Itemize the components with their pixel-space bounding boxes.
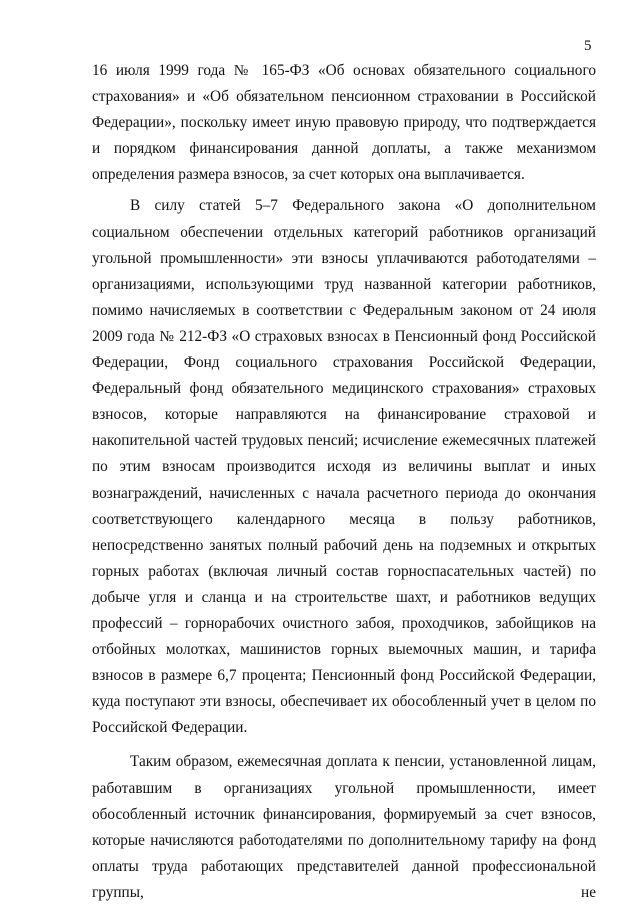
paragraph-3: Таким образом, ежемесячная доплата к пенсии, установленной лицам, работавшим в организациях угольной промышленности, имеет обособленный источник финансирования, формируемый за счет взносов, которые начисляются работодателями по дополнительному тарифу на фонд оплаты труда работающих представителей данной профессиональной группы, не xyxy=(92,753,596,901)
page-number: 5 xyxy=(584,38,592,54)
paragraph-2: В силу статей 5–7 Федерального закона «О дополнительном социальном обеспечении отдельных категорий работников организаций угольной промышленности» эти взносы уплачиваются работодателями – организациями, использующими труд названной категории работников, помимо начисляемых в соответствии с Федеральным законом от 24 июля 2009 года № 212-ФЗ «О страховых взносах в Пенсионный фонд Российской Федерации, Фонд социального страхования Российской Федерации, Федеральный фонд обязательного медицинского страхования» страховых взносов, которые направляются на финансирование страховой и накопительной частей трудовых пенсий; исчисление ежемесячных платежей по этим взносам производится исходя из величины выплат и иных вознаграждений, начисленных с начала расчетного периода до окончания соответствующего календарного месяца в пользу работников, непосредственно занятых полный рабочий день на подземных и открытых горных работах (включая личный состав горноспасательных частей) по добыче угля и сланца и на строительстве шахт, и работников ведущих профессий – горнорабочих очистного забоя, проходчиков, забойщиков на отбойных молотках, машинистов горных выемочных машин, и тарифа взносов в размере 6,7 процента; Пенсионный фонд Российской Федерации, куда поступают эти взносы, обеспечивает их обособленный учет в целом по Российской Федерации. xyxy=(92,197,596,737)
document-body xyxy=(92,58,596,906)
paragraph-1: 16 июля 1999 года № 165-ФЗ «Об основах обязательного социального страхования» и «Об обязательном пенсионном страховании в Российской Федерации», поскольку имеет иную правовую природу, что подтверждается и порядком финансирования данной доплаты, а также механизмом определения размера взносов, за счет которых она выплачивается. xyxy=(92,62,596,184)
